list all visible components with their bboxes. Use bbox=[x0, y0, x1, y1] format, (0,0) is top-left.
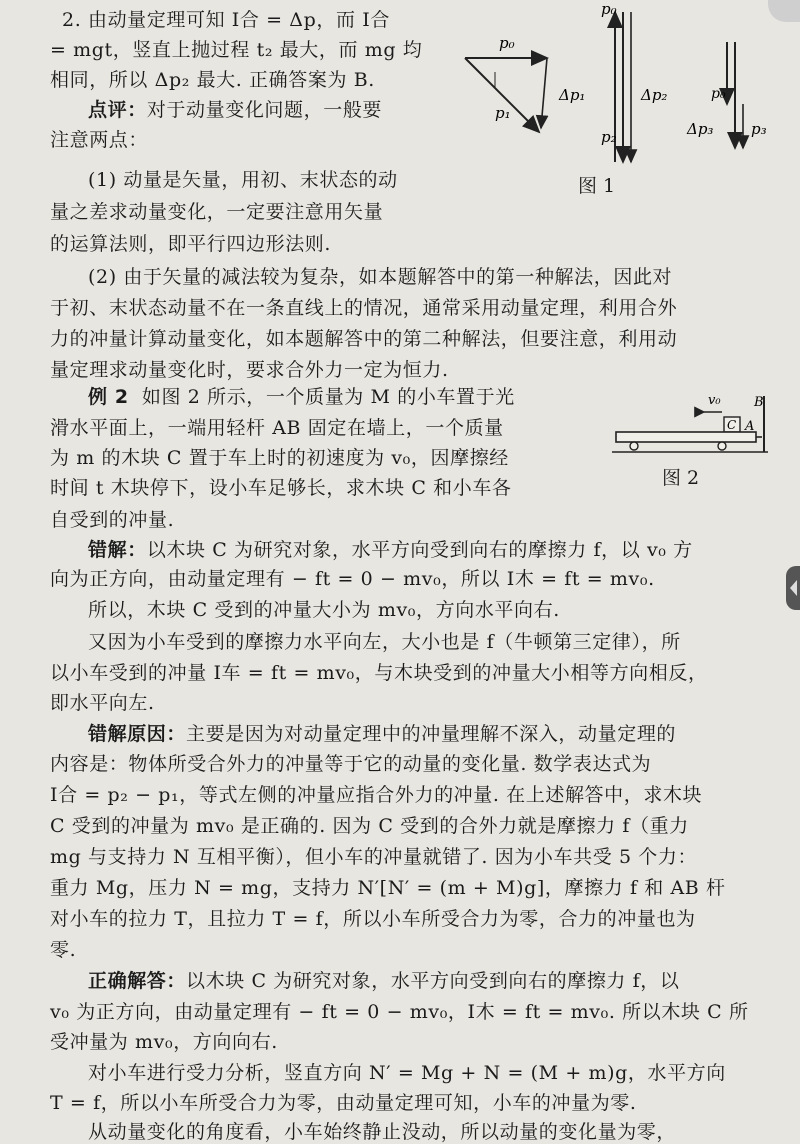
wrong-reason-line1: 主要是因为对动量定理中的冲量理解不深入，动量定理的 bbox=[186, 723, 677, 745]
wrong-reason-paragraph bbox=[88, 722, 676, 746]
wrong-reason-line6: 重力 Mg，压力 N = mg，支持力 N′[N′ = (m + M)g]，摩擦力 f 和 AB 杆 bbox=[50, 877, 726, 899]
wrong-reason-line4: C 受到的冲量为 mv₀ 是正确的. 因为 C 受到的合外力就是摩擦力 f（重力 bbox=[50, 815, 689, 837]
correct-solution-line6: 从动量变化的角度看，小车始终静止没动，所以动量的变化量为零， bbox=[88, 1121, 677, 1143]
correct-solution-paragraph bbox=[88, 969, 680, 993]
wrong-solution-line2: 向为正方向，由动量定理有 − ft = 0 − mv₀，所以 I木 = ft = mv₀. bbox=[50, 568, 655, 590]
figure1-diagram bbox=[455, 0, 785, 200]
wrong-reason-line3: I合 = p₂ − p₁，等式左侧的冲量应指合外力的冲量. 在上述解答中，求木块 bbox=[50, 784, 703, 806]
label-p3: p₃ bbox=[751, 120, 767, 138]
comment-label: 点评： bbox=[88, 99, 147, 121]
label-c: C bbox=[727, 418, 737, 432]
correct-solution-line4: 对小车进行受力分析，竖直方向 N′ = Mg + N = (M + m)g，水平方向 bbox=[88, 1062, 726, 1084]
correct-solution-line3: 受冲量为 mv₀，方向向右. bbox=[50, 1031, 278, 1053]
comment-paragraph bbox=[88, 98, 382, 122]
solution2-line1: 2. 由动量定理可知 I合 = Δp，而 I合 bbox=[62, 9, 390, 31]
label-p0: p₀ bbox=[499, 34, 515, 52]
wrong-solution-line1: 以木块 C 为研究对象，水平方向受到向右的摩擦力 f，以 v₀ 方 bbox=[146, 539, 693, 561]
figure2-caption: 图 2 bbox=[662, 467, 700, 489]
example2-label: 例 2 bbox=[88, 386, 129, 408]
cart-wheel-right bbox=[718, 442, 726, 450]
wrong-solution-line6: 即水平向左. bbox=[50, 692, 155, 714]
comment-p2-line4: 量定理求动量变化时，要求合外力一定为恒力. bbox=[50, 359, 449, 381]
example2-line4: 时间 t 木块停下，设小车足够长，求木块 C 和小车各 bbox=[50, 477, 512, 499]
label-p2: p₂ bbox=[601, 128, 617, 146]
correct-solution-label: 正确解答： bbox=[88, 970, 187, 992]
cart-wheel-left bbox=[630, 442, 638, 450]
comment-line1: 对于动量变化问题，一般要 bbox=[146, 99, 383, 121]
label-a: A bbox=[745, 419, 755, 434]
comment-p2-line1: (2) 由于矢量的减法较为复杂，如本题解答中的第一种解法，因此对 bbox=[88, 266, 673, 288]
label-dp3: Δp₃ bbox=[687, 120, 714, 138]
correct-solution-line1: 以木块 C 为研究对象，水平方向受到向右的摩擦力 f，以 bbox=[186, 970, 680, 992]
example2-line1: 如图 2 所示，一个质量为 M 的小车置于光 bbox=[141, 386, 515, 408]
label-b: B bbox=[754, 395, 764, 410]
label-p0-top: p₀ bbox=[601, 0, 617, 18]
comment-p1-line1: (1) 动量是矢量，用初、末状态的动 bbox=[88, 169, 398, 191]
wrong-solution-line3: 所以，木块 C 受到的冲量大小为 mv₀，方向水平向右. bbox=[88, 599, 560, 621]
comment-p2-line2: 于初、末状态动量不在一条直线上的情况，通常采用动量定理，利用合外 bbox=[50, 297, 678, 319]
wrong-solution-line5: 以小车受到的冲量 I车 = ft = mv₀，与木块受到的冲量大小相等方向相反， bbox=[50, 662, 708, 684]
figure2-diagram bbox=[612, 392, 772, 462]
example2-line2: 滑水平面上，一端用轻杆 AB 固定在墙上，一个质量 bbox=[50, 417, 504, 439]
correct-solution-line5: T = f，所以小车所受合力为零，由动量定理可知，小车的冲量为零. bbox=[50, 1092, 637, 1114]
wrong-solution-line4: 又因为小车受到的摩擦力水平向左，大小也是 f（牛顿第三定律），所 bbox=[88, 631, 681, 653]
label-p1: p₁ bbox=[495, 104, 511, 122]
correct-solution-line2: v₀ 为正方向，由动量定理有 − ft = 0 − mv₀，I木 = ft = mv₀. 所以木块 C 所 bbox=[50, 1001, 749, 1023]
wrong-reason-line7: 对小车的拉力 T，且拉力 T = f，所以小车所受合力为零，合力的冲量也为 bbox=[50, 908, 696, 930]
wrong-reason-line8: 零. bbox=[50, 939, 77, 961]
wrong-solution-paragraph bbox=[88, 538, 693, 562]
comment-p2-line3: 力的冲量计算动量变化，如本题解答中的第二种解法，但要注意，利用动 bbox=[50, 328, 678, 350]
solution2-line2: = mgt，竖直上抛过程 t₂ 最大，而 mg 均 bbox=[50, 39, 423, 61]
wrong-solution-label: 错解： bbox=[88, 539, 147, 561]
example2-paragraph bbox=[88, 385, 515, 409]
label-v0: v₀ bbox=[708, 393, 721, 408]
example2-line5: 自受到的冲量. bbox=[50, 509, 175, 531]
comment-p1-line3: 的运算法则，即平行四边形法则. bbox=[50, 233, 332, 255]
figure1-caption: 图 1 bbox=[578, 175, 616, 197]
label-p0-right: p₀ bbox=[711, 86, 726, 102]
comment-line2: 注意两点： bbox=[50, 129, 149, 151]
wrong-reason-line5: mg 与支持力 N 互相平衡），但小车的冲量就错了. 因为小车共受 5 个力： bbox=[50, 846, 698, 868]
solution2-line3: 相同，所以 Δp₂ 最大. 正确答案为 B. bbox=[50, 69, 375, 91]
wrong-reason-line2: 内容是：物体所受合外力的冲量等于它的动量的变化量. 数学表达式为 bbox=[50, 753, 652, 775]
label-dp2: Δp₂ bbox=[641, 86, 668, 104]
wrong-reason-label: 错解原因： bbox=[88, 723, 187, 745]
page-tab-marker bbox=[786, 566, 800, 610]
example2-line3: 为 m 的木块 C 置于车上时的初速度为 v₀，因摩擦经 bbox=[50, 447, 509, 469]
comment-p1-line2: 量之差求动量变化，一定要注意用矢量 bbox=[50, 201, 384, 223]
label-dp1: Δp₁ bbox=[559, 86, 586, 104]
vector-dp1 bbox=[541, 58, 547, 128]
cart-body bbox=[616, 432, 756, 442]
